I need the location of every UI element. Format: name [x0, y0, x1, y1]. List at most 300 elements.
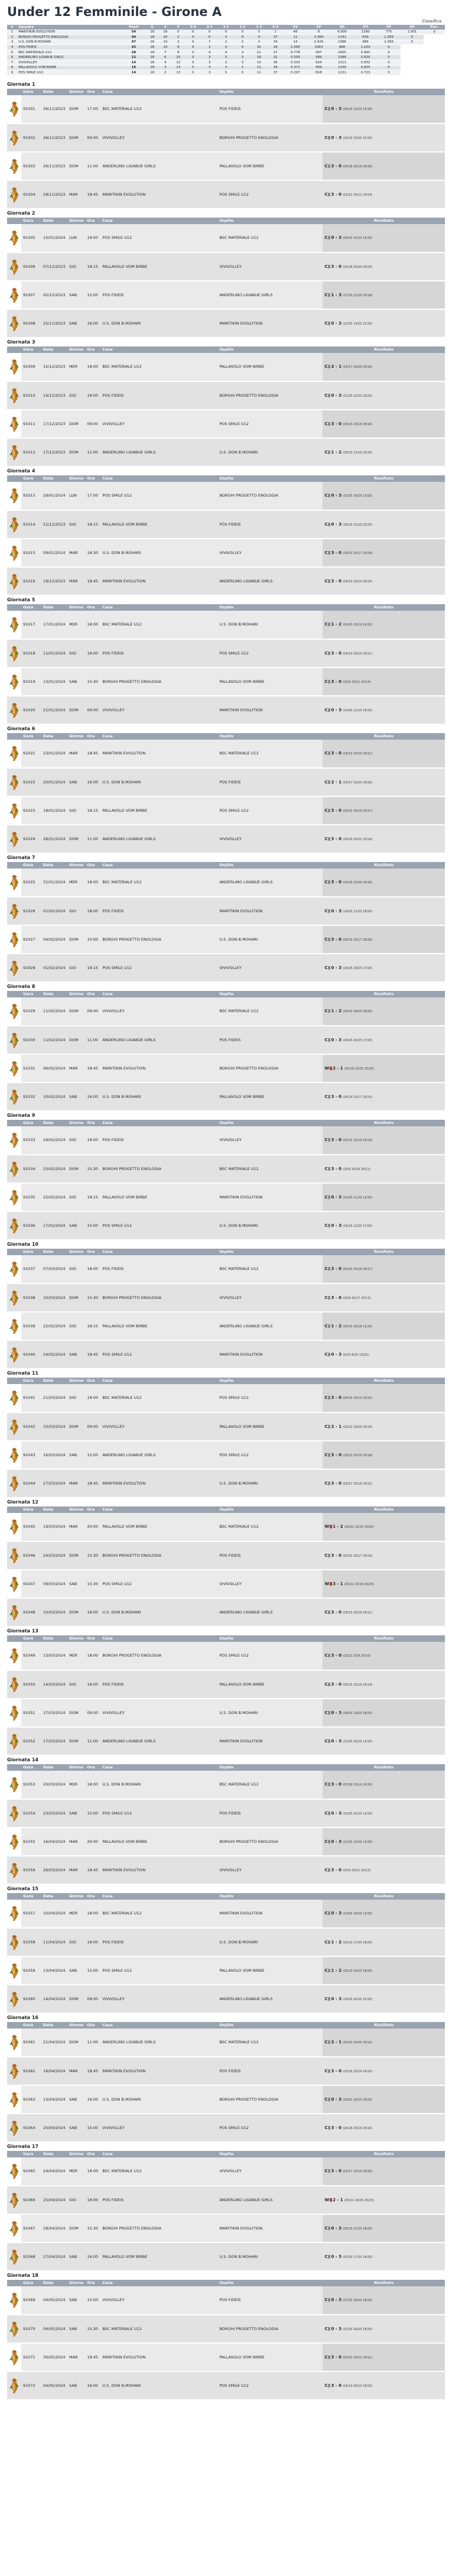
- away-team[interactable]: POS FIDEIS: [217, 768, 323, 796]
- away-team[interactable]: U.S. DON B.MOHARI: [217, 1211, 323, 1240]
- team-name[interactable]: PALLAVOLO VOM BIRBE: [17, 65, 122, 70]
- match-row[interactable]: [7, 2243, 445, 2271]
- away-team[interactable]: POS FIDEIS: [217, 510, 323, 539]
- match-row[interactable]: [7, 2214, 445, 2243]
- match-row[interactable]: [7, 1827, 445, 1856]
- home-team[interactable]: POS SMILE U12: [100, 1570, 217, 1598]
- match-row[interactable]: [7, 1412, 445, 1441]
- match-date: 04/05/2024: [41, 2371, 67, 2400]
- home-team[interactable]: VIVIVOLLEY: [100, 2286, 217, 2315]
- logo-header-cell: [7, 1249, 21, 1255]
- away-team[interactable]: ANDERLINO LIGABUE GIRLS: [217, 1985, 323, 2013]
- away-team[interactable]: POS SMILE U12: [217, 796, 323, 825]
- standings-row[interactable]: [7, 30, 445, 35]
- match-row[interactable]: [7, 438, 445, 466]
- away-team[interactable]: VIVIVOLLEY: [217, 539, 323, 567]
- home-team[interactable]: POS FIDEIS: [100, 639, 217, 668]
- matches-header-cell: Casa: [100, 1635, 217, 1642]
- match-row[interactable]: [7, 2315, 445, 2343]
- logo-header-cell: [7, 346, 21, 353]
- away-team[interactable]: BSC MATERIALE U12: [217, 1513, 323, 1541]
- standings-row[interactable]: [7, 65, 445, 70]
- match-time: 09:00: [85, 1412, 100, 1441]
- home-team[interactable]: MARITIKIN EVOLUTION: [100, 180, 217, 209]
- team-name[interactable]: U.S. DON B.MOHARI: [17, 40, 122, 45]
- match-row[interactable]: [7, 1771, 445, 1799]
- away-team[interactable]: VIVIVOLLEY: [217, 1126, 323, 1155]
- away-team[interactable]: POS SMILE U12: [217, 2371, 323, 2400]
- matches-header-cell: Ora: [85, 991, 100, 997]
- match-row[interactable]: [7, 639, 445, 668]
- home-team[interactable]: ANDERLINO LIGABUE GIRLS: [100, 1441, 217, 1469]
- result-status: C: [324, 1295, 328, 1300]
- away-team[interactable]: U.S. DON B.MOHARI: [217, 2243, 323, 2271]
- match-row[interactable]: [7, 180, 445, 209]
- match-result: [323, 1900, 445, 1928]
- home-team[interactable]: POS FIDEIS: [100, 1126, 217, 1155]
- match-row[interactable]: [7, 1469, 445, 1498]
- match-row[interactable]: [7, 1928, 445, 1956]
- match-time: 15:00: [85, 281, 100, 309]
- away-team[interactable]: ANDERLINO LIGABUE GIRLS: [217, 1312, 323, 1340]
- home-team[interactable]: PALLAVOLO VOM BIRBE: [100, 1827, 217, 1856]
- home-team[interactable]: PALLAVOLO VOM BIRBE: [100, 2243, 217, 2271]
- team-mascot-icon: [8, 959, 20, 977]
- away-team[interactable]: POS SMILE U12: [217, 1642, 323, 1670]
- result-sets: (25/9 25/11 25/14): [343, 680, 371, 684]
- match-day: GIO: [67, 381, 85, 410]
- away-team[interactable]: BSC MATERIALE U12: [217, 1155, 323, 1183]
- match-day: GIO: [67, 1928, 85, 1956]
- match-row[interactable]: [7, 925, 445, 954]
- away-team[interactable]: MARITIKIN EVOLUTION: [217, 1727, 323, 1755]
- match-row[interactable]: [7, 954, 445, 982]
- away-team[interactable]: PALLAVOLO VOM BIRBE: [217, 1956, 323, 1985]
- standings-cell: 0: [401, 35, 424, 40]
- away-team[interactable]: PALLAVOLO VOM BIRBE: [217, 1670, 323, 1699]
- match-row[interactable]: [7, 1985, 445, 2013]
- away-team[interactable]: MARITIKIN EVOLUTION: [217, 1340, 323, 1369]
- away-team[interactable]: VIVIVOLLEY: [217, 1284, 323, 1312]
- away-team[interactable]: POS SMILE U12: [217, 2114, 323, 2142]
- logo-header-cell: [7, 1764, 21, 1771]
- away-team[interactable]: ANDERLINO LIGABUE GIRLS: [217, 567, 323, 595]
- match-row[interactable]: [7, 1900, 445, 1928]
- match-logo-cell: [7, 2029, 21, 2057]
- away-team[interactable]: VIVIVOLLEY: [217, 954, 323, 982]
- home-team[interactable]: MARITIKIN EVOLUTION: [100, 1054, 217, 1083]
- away-team[interactable]: MARITIKIN EVOLUTION: [217, 1183, 323, 1211]
- away-team[interactable]: PALLAVOLO VOM BIRBE: [217, 353, 323, 381]
- standings-row[interactable]: [7, 60, 445, 66]
- away-team[interactable]: MARITIKIN EVOLUTION: [217, 2214, 323, 2243]
- home-team[interactable]: U.S. DON B.MOHARI: [100, 1771, 217, 1799]
- match-row[interactable]: [7, 1211, 445, 1240]
- home-team[interactable]: POS SMILE U12: [100, 482, 217, 510]
- result-status: C: [324, 836, 328, 841]
- home-team[interactable]: POS FIDEIS: [100, 897, 217, 925]
- standings-header-cell: 0-3: [267, 25, 284, 30]
- away-team[interactable]: U.S. DON B.MOHARI: [217, 611, 323, 639]
- away-team[interactable]: BORGHI PROGETTO ENOLOGIA: [217, 1827, 323, 1856]
- standings-cell: 2: [234, 40, 251, 45]
- matches-header-cell: Ora: [85, 862, 100, 869]
- match-row[interactable]: [7, 510, 445, 539]
- home-team[interactable]: PALLAVOLO VOM BIRBE: [100, 510, 217, 539]
- home-team[interactable]: MARITIKIN EVOLUTION: [100, 567, 217, 595]
- match-row[interactable]: [7, 997, 445, 1026]
- away-team[interactable]: POS SMILE U12: [217, 410, 323, 438]
- home-team[interactable]: POS FIDEIS: [100, 381, 217, 410]
- team-name[interactable]: BORGHI PROGETTO ENOLOGIA: [17, 35, 122, 40]
- away-team[interactable]: POS FIDEIS: [217, 2057, 323, 2085]
- home-team[interactable]: BSC MATERIALE U12: [100, 2157, 217, 2186]
- home-team[interactable]: BORGHI PROGETTO ENOLOGIA: [100, 2214, 217, 2243]
- home-team[interactable]: VIVIVOLLEY: [100, 1412, 217, 1441]
- home-team[interactable]: PALLAVOLO VOM BIRBE: [100, 252, 217, 281]
- result-status: C: [324, 1480, 328, 1486]
- away-team[interactable]: VIVIVOLLEY: [217, 1570, 323, 1598]
- match-time: 18:45: [85, 2057, 100, 2085]
- home-team[interactable]: BORGHI PROGETTO ENOLOGIA: [100, 1541, 217, 1570]
- match-date: 29/02/2024: [41, 1126, 67, 1155]
- home-team[interactable]: PALLAVOLO VOM BIRBE: [100, 796, 217, 825]
- home-team[interactable]: PALLAVOLO VOM BIRBE: [100, 1513, 217, 1541]
- match-result: [323, 124, 445, 152]
- standings-cell: 966: [330, 45, 354, 50]
- match-row[interactable]: [7, 1255, 445, 1284]
- result-status: C: [324, 1710, 328, 1715]
- home-team[interactable]: U.S. DON B.MOHARI: [100, 2371, 217, 2400]
- away-team[interactable]: U.S. DON B.MOHARI: [217, 1928, 323, 1956]
- standings-cell: 7: [7, 60, 17, 66]
- home-team[interactable]: POS FIDEIS: [100, 281, 217, 309]
- away-team[interactable]: BORGHI PROGETTO ENOLOGIA: [217, 381, 323, 410]
- matches-header-row: [7, 1506, 445, 1513]
- home-team[interactable]: POS SMILE U12: [100, 1211, 217, 1240]
- home-team[interactable]: POS SMILE U12: [100, 1956, 217, 1985]
- home-team[interactable]: POS SMILE U12: [100, 224, 217, 252]
- home-team[interactable]: VIVIVOLLEY: [100, 1985, 217, 2013]
- away-team[interactable]: BORGHI PROGETTO ENOLOGIA: [217, 1054, 323, 1083]
- home-team[interactable]: BSC MATERIALE U12: [100, 869, 217, 897]
- standings-cell: 0: [234, 30, 251, 35]
- home-team[interactable]: BSC MATERIALE U12: [100, 95, 217, 124]
- match-row[interactable]: [7, 1670, 445, 1699]
- status-flag-icon: [328, 909, 330, 913]
- match-row[interactable]: [7, 1340, 445, 1369]
- home-team[interactable]: BORGHI PROGETTO ENOLOGIA: [100, 1284, 217, 1312]
- home-team[interactable]: MARITIKIN EVOLUTION: [100, 1856, 217, 1884]
- match-row[interactable]: [7, 869, 445, 897]
- match-row[interactable]: [7, 1126, 445, 1155]
- home-team[interactable]: BORGHI PROGETTO ENOLOGIA: [100, 1155, 217, 1183]
- standings-row[interactable]: [7, 50, 445, 55]
- match-row[interactable]: [7, 1799, 445, 1827]
- match-row[interactable]: [7, 281, 445, 309]
- match-row[interactable]: [7, 611, 445, 639]
- home-team[interactable]: BORGHI PROGETTO ENOLOGIA: [100, 668, 217, 696]
- home-team[interactable]: ANDERLINO LIGABUE GIRLS: [100, 438, 217, 466]
- home-team[interactable]: POS SMILE U12: [100, 1799, 217, 1827]
- match-row[interactable]: [7, 1541, 445, 1570]
- home-team[interactable]: MARITIKIN EVOLUTION: [100, 740, 217, 768]
- home-team[interactable]: U.S. DON B.MOHARI: [100, 1083, 217, 1111]
- home-team[interactable]: BSC MATERIALE U12: [100, 1900, 217, 1928]
- match-row[interactable]: [7, 668, 445, 696]
- match-row[interactable]: [7, 353, 445, 381]
- home-team[interactable]: BORGHI PROGETTO ENOLOGIA: [100, 1642, 217, 1670]
- away-team[interactable]: BSC MATERIALE U12: [217, 740, 323, 768]
- standings-row[interactable]: [7, 35, 445, 40]
- match-row[interactable]: [7, 1384, 445, 1412]
- home-team[interactable]: POS FIDEIS: [100, 2186, 217, 2214]
- home-team[interactable]: U.S. DON B.MOHARI: [100, 309, 217, 338]
- away-team[interactable]: ANDERLINO LIGABUE GIRLS: [217, 869, 323, 897]
- away-team[interactable]: U.S. DON B.MOHARI: [217, 1469, 323, 1498]
- home-team[interactable]: ANDERLINO LIGABUE GIRLS: [100, 1026, 217, 1054]
- match-row[interactable]: [7, 1284, 445, 1312]
- away-team[interactable]: VIVIVOLLEY: [217, 825, 323, 853]
- match-day: MER: [67, 2157, 85, 2186]
- match-result: [323, 1985, 445, 2013]
- match-row[interactable]: [7, 897, 445, 925]
- home-team[interactable]: VIVIVOLLEY: [100, 2114, 217, 2142]
- match-day: MAR: [67, 2343, 85, 2371]
- match-row[interactable]: [7, 1026, 445, 1054]
- match-row[interactable]: [7, 309, 445, 338]
- standings-row[interactable]: [7, 55, 445, 60]
- match-row[interactable]: [7, 1441, 445, 1469]
- logo-header-cell: [7, 1635, 21, 1642]
- away-team[interactable]: ANDERLINO LIGABUE GIRLS: [217, 2186, 323, 2214]
- team-name[interactable]: POS FIDEIS: [17, 45, 122, 50]
- away-team[interactable]: BSC MATERIALE U12: [217, 997, 323, 1026]
- away-team[interactable]: POS FIDEIS: [217, 1799, 323, 1827]
- away-team[interactable]: U.S. DON B.MOHARI: [217, 1699, 323, 1727]
- away-team[interactable]: VIVIVOLLEY: [217, 2157, 323, 2186]
- team-name[interactable]: MARITIKIN EVOLUTION: [17, 30, 122, 35]
- match-logo-cell: [7, 2371, 21, 2400]
- match-row[interactable]: [7, 796, 445, 825]
- away-team[interactable]: POS SMILE U12: [217, 639, 323, 668]
- standings-row[interactable]: [7, 45, 445, 50]
- match-day: SAB: [67, 1799, 85, 1827]
- match-result: [323, 997, 445, 1026]
- matches-header-row: [7, 2280, 445, 2286]
- match-logo-cell: [7, 1340, 21, 1369]
- team-name[interactable]: BSC MATERIALE U12: [17, 50, 122, 55]
- match-row[interactable]: [7, 1312, 445, 1340]
- home-team[interactable]: ANDERLINO LIGABUE GIRLS: [100, 1727, 217, 1755]
- result-score: 3 - 0: [331, 1395, 342, 1401]
- match-row[interactable]: [7, 740, 445, 768]
- match-row[interactable]: [7, 1054, 445, 1083]
- match-row[interactable]: [7, 410, 445, 438]
- match-row[interactable]: [7, 567, 445, 595]
- team-name[interactable]: ANDERLINO LIGABUE GIRLS: [17, 55, 122, 60]
- away-team[interactable]: MARITIKIN EVOLUTION: [217, 309, 323, 338]
- result-score: 0 - 3: [331, 1194, 342, 1200]
- match-day: SAB: [67, 2085, 85, 2114]
- away-team[interactable]: PALLAVOLO VOM BIRBE: [217, 152, 323, 180]
- away-team[interactable]: POS FIDEIS: [217, 1541, 323, 1570]
- away-team[interactable]: POS SMILE U12: [217, 180, 323, 209]
- away-team[interactable]: BSC MATERIALE U12: [217, 224, 323, 252]
- match-row[interactable]: [7, 152, 445, 180]
- away-team[interactable]: POS SMILE U12: [217, 1384, 323, 1412]
- match-row[interactable]: [7, 482, 445, 510]
- home-team[interactable]: PALLAVOLO VOM BIRBE: [100, 1312, 217, 1340]
- team-name[interactable]: VIVIVOLLEY: [17, 60, 122, 66]
- result-sets: (25/10 25/12 25/11): [343, 2355, 373, 2360]
- matches-header-row: [7, 1764, 445, 1771]
- match-row[interactable]: [7, 1083, 445, 1111]
- home-team[interactable]: VIVIVOLLEY: [100, 410, 217, 438]
- away-team[interactable]: BORGHI PROGETTO ENOLOGIA: [217, 124, 323, 152]
- match-row[interactable]: [7, 2085, 445, 2114]
- away-team[interactable]: VIVIVOLLEY: [217, 252, 323, 281]
- home-team[interactable]: VIVIVOLLEY: [100, 696, 217, 724]
- match-row[interactable]: [7, 1699, 445, 1727]
- match-row[interactable]: [7, 539, 445, 567]
- standings-row[interactable]: [7, 40, 445, 45]
- team-name[interactable]: POS SMILE U12: [17, 70, 122, 76]
- match-row[interactable]: [7, 252, 445, 281]
- home-team[interactable]: PALLAVOLO VOM BIRBE: [100, 1183, 217, 1211]
- home-team[interactable]: POS FIDEIS: [100, 1255, 217, 1284]
- match-row[interactable]: [7, 1598, 445, 1626]
- result-sets: (25/9 25/16 25/11): [343, 1167, 371, 1171]
- team-mascot-icon: [8, 1389, 20, 1407]
- away-team[interactable]: U.S. DON B.MOHARI: [217, 438, 323, 466]
- match-id: 91018: [21, 639, 41, 668]
- away-team[interactable]: POS FIDEIS: [217, 95, 323, 124]
- match-row[interactable]: [7, 2371, 445, 2400]
- match-row[interactable]: [7, 2157, 445, 2186]
- home-team[interactable]: ANDERLINO LIGABUE GIRLS: [100, 2029, 217, 2057]
- match-row[interactable]: [7, 2186, 445, 2214]
- match-row[interactable]: [7, 1642, 445, 1670]
- match-row[interactable]: [7, 2286, 445, 2315]
- away-team[interactable]: MARITIKIN EVOLUTION: [217, 897, 323, 925]
- match-row[interactable]: [7, 1570, 445, 1598]
- result-sets: (15/25 17/25 14/25): [343, 2255, 373, 2259]
- away-team[interactable]: PALLAVOLO VOM BIRBE: [217, 1412, 323, 1441]
- home-team[interactable]: BSC MATERIALE U12: [100, 611, 217, 639]
- matches-table: [7, 218, 445, 338]
- home-team[interactable]: ANDERLINO LIGABUE GIRLS: [100, 825, 217, 853]
- match-id: 91010: [21, 381, 41, 410]
- match-row[interactable]: [7, 2057, 445, 2085]
- home-team[interactable]: MARITIKIN EVOLUTION: [100, 1469, 217, 1498]
- match-row[interactable]: [7, 2343, 445, 2371]
- logo-header-cell: [7, 1506, 21, 1513]
- match-row[interactable]: [7, 2029, 445, 2057]
- result-status: C: [324, 1782, 328, 1787]
- match-row[interactable]: [7, 381, 445, 410]
- home-team[interactable]: VIVIVOLLEY: [100, 124, 217, 152]
- home-team[interactable]: MARITIKIN EVOLUTION: [100, 2343, 217, 2371]
- away-team[interactable]: PALLAVOLO VOM BIRBE: [217, 1083, 323, 1111]
- home-team[interactable]: POS FIDEIS: [100, 1928, 217, 1956]
- standings-row[interactable]: [7, 70, 445, 76]
- home-team[interactable]: U.S. DON B.MOHARI: [100, 2085, 217, 2114]
- match-date: 11/04/2024: [41, 1928, 67, 1956]
- home-team[interactable]: VIVIVOLLEY: [100, 997, 217, 1026]
- match-row[interactable]: [7, 825, 445, 853]
- away-team[interactable]: BSC MATERIALE U12: [217, 2029, 323, 2057]
- match-row[interactable]: [7, 1155, 445, 1183]
- away-team[interactable]: BSC MATERIALE U12: [217, 1771, 323, 1799]
- away-team[interactable]: BORGHI PROGETTO ENOLOGIA: [217, 2085, 323, 2114]
- match-row[interactable]: [7, 1183, 445, 1211]
- home-team[interactable]: BSC MATERIALE U12: [100, 1384, 217, 1412]
- away-team[interactable]: MARITIKIN EVOLUTION: [217, 696, 323, 724]
- home-team[interactable]: POS SMILE U12: [100, 1340, 217, 1369]
- match-row[interactable]: [7, 1513, 445, 1541]
- home-team[interactable]: BSC MATERIALE U12: [100, 353, 217, 381]
- match-logo-cell: [7, 1211, 21, 1240]
- home-team[interactable]: BORGHI PROGETTO ENOLOGIA: [100, 925, 217, 954]
- away-team[interactable]: ANDERLINO LIGABUE GIRLS: [217, 1598, 323, 1626]
- away-team[interactable]: POS FIDEIS: [217, 1026, 323, 1054]
- home-team[interactable]: MARITIKIN EVOLUTION: [100, 2057, 217, 2085]
- away-team[interactable]: POS FIDEIS: [217, 2286, 323, 2315]
- away-team[interactable]: U.S. DON B.MOHARI: [217, 925, 323, 954]
- result-score: 0 - 3: [331, 2254, 342, 2259]
- standings-cell: 47: [122, 40, 146, 45]
- away-team[interactable]: BSC MATERIALE U12: [217, 1255, 323, 1284]
- match-row[interactable]: [7, 1956, 445, 1985]
- away-team[interactable]: ANDERLINO LIGABUE GIRLS: [217, 281, 323, 309]
- match-row[interactable]: [7, 1856, 445, 1884]
- match-row[interactable]: [7, 95, 445, 124]
- match-row[interactable]: [7, 1727, 445, 1755]
- home-team[interactable]: U.S. DON B.MOHARI: [100, 768, 217, 796]
- matches-header-row: [7, 475, 445, 482]
- home-team[interactable]: BSC MATERIALE U12: [100, 2315, 217, 2343]
- away-team[interactable]: PALLAVOLO VOM BIRBE: [217, 668, 323, 696]
- match-day: SAB: [67, 668, 85, 696]
- standings-cell: 3: [218, 55, 235, 60]
- match-date: 26/11/2023: [41, 124, 67, 152]
- result-score: 1 - 2: [331, 1968, 342, 1973]
- home-team[interactable]: U.S. DON B.MOHARI: [100, 1598, 217, 1626]
- match-row[interactable]: [7, 2114, 445, 2142]
- away-team[interactable]: BORGHI PROGETTO ENOLOGIA: [217, 482, 323, 510]
- home-team[interactable]: VIVIVOLLEY: [100, 1699, 217, 1727]
- away-team[interactable]: PALLAVOLO VOM BIRBE: [217, 2343, 323, 2371]
- home-team[interactable]: ANDERLINO LIGABUE GIRLS: [100, 152, 217, 180]
- match-day: SAB: [67, 1570, 85, 1598]
- home-team[interactable]: POS SMILE U12: [100, 954, 217, 982]
- match-row[interactable]: [7, 224, 445, 252]
- away-team[interactable]: MARITIKIN EVOLUTION: [217, 1900, 323, 1928]
- away-team[interactable]: VIVIVOLLEY: [217, 1856, 323, 1884]
- away-team[interactable]: BORGHI PROGETTO ENOLOGIA: [217, 2315, 323, 2343]
- match-row[interactable]: [7, 768, 445, 796]
- standings-cell: 3: [234, 50, 251, 55]
- status-flag-icon: [328, 394, 330, 397]
- home-team[interactable]: POS FIDEIS: [100, 1670, 217, 1699]
- away-team[interactable]: POS SMILE U12: [217, 1441, 323, 1469]
- team-mascot-icon: [8, 2091, 20, 2108]
- home-team[interactable]: U.S. DON B.MOHARI: [100, 539, 217, 567]
- match-row[interactable]: [7, 124, 445, 152]
- match-row[interactable]: [7, 696, 445, 724]
- match-day: MAR: [67, 180, 85, 209]
